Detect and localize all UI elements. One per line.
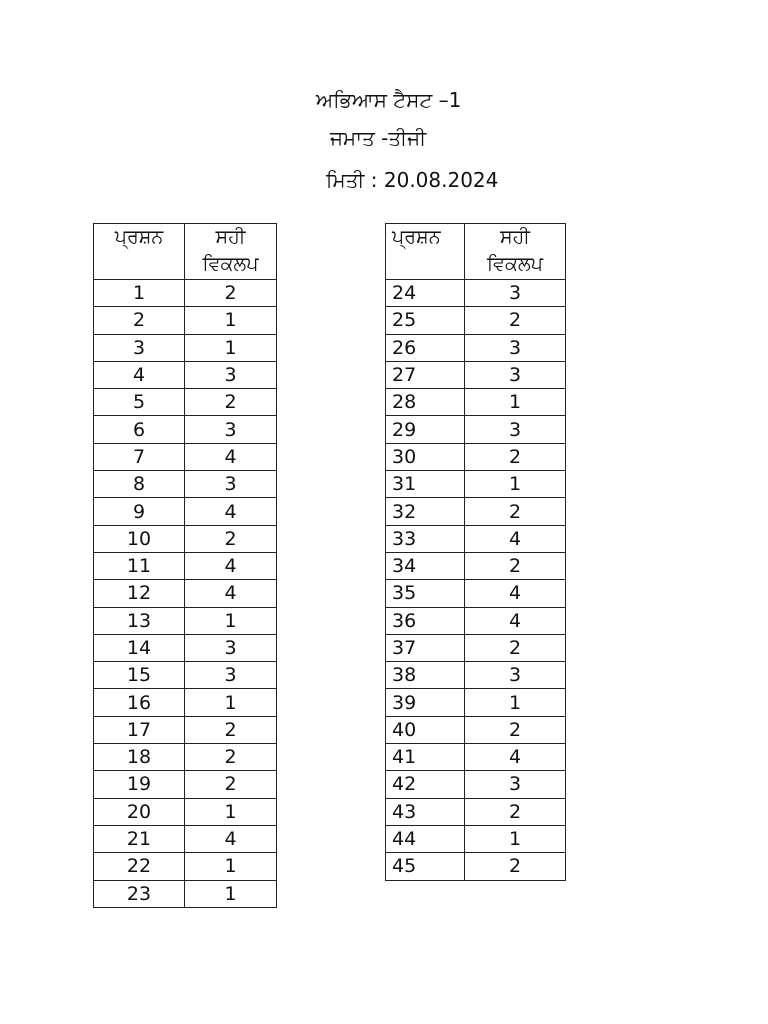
question-number: 36 [386,607,465,634]
correct-option: 1 [465,389,566,416]
correct-option: 1 [185,334,277,361]
question-header-label: ਪ੍ਰਸ਼ਨ [114,226,164,248]
question-number: 7 [94,443,185,470]
question-header-label: ਪ੍ਰਸ਼ਨ [392,226,441,248]
question-number: 45 [386,853,465,880]
table-row [386,307,566,334]
table-row [94,634,277,661]
question-column-header [94,224,185,280]
class-label: ਜਮਾਤ -ਤੀਜੀ [330,126,427,150]
date-label: ਮਿਤੀ : 20.08.2024 [326,168,499,192]
answer-column-header [465,224,566,280]
correct-option: 2 [185,525,277,552]
question-number: 11 [94,552,185,579]
question-number: 26 [386,334,465,361]
table-row [94,607,277,634]
question-number: 38 [386,662,465,689]
table-row [386,634,566,661]
table-row [386,662,566,689]
correct-option: 3 [185,634,277,661]
correct-option: 2 [465,853,566,880]
correct-option: 2 [185,389,277,416]
question-number: 35 [386,580,465,607]
question-number: 18 [94,744,185,771]
table-row [386,716,566,743]
correct-option: 2 [465,552,566,579]
table-row [386,552,566,579]
correct-option: 3 [465,334,566,361]
question-number: 4 [94,361,185,388]
table-row [386,498,566,525]
question-number: 6 [94,416,185,443]
question-number: 13 [94,607,185,634]
correct-option: 1 [185,607,277,634]
question-number: 23 [94,880,185,907]
question-number: 20 [94,798,185,825]
table-row [386,416,566,443]
table-row [94,471,277,498]
correct-option: 1 [465,825,566,852]
question-number: 37 [386,634,465,661]
correct-option: 2 [465,307,566,334]
correct-option: 3 [185,662,277,689]
table-row [386,771,566,798]
question-number: 40 [386,716,465,743]
table-row [386,607,566,634]
question-number: 12 [94,580,185,607]
correct-option: 2 [185,280,277,307]
question-number: 21 [94,825,185,852]
correct-option: 4 [465,525,566,552]
question-number: 30 [386,443,465,470]
correct-option: 4 [465,744,566,771]
question-number: 27 [386,361,465,388]
table-row [386,798,566,825]
table-row [94,334,277,361]
question-number: 22 [94,853,185,880]
table-row [94,689,277,716]
answer-header-line1: ਸਹੀ [499,226,531,248]
correct-option: 2 [185,716,277,743]
question-number: 31 [386,471,465,498]
question-number: 14 [94,634,185,661]
correct-option: 4 [185,552,277,579]
table-row [386,744,566,771]
table-row [386,334,566,361]
correct-option: 1 [465,471,566,498]
table-row [386,361,566,388]
correct-option: 2 [465,443,566,470]
table-row [94,798,277,825]
correct-option: 2 [465,498,566,525]
table-row [94,280,277,307]
question-number: 33 [386,525,465,552]
correct-option: 1 [185,798,277,825]
correct-option: 3 [465,771,566,798]
question-number: 34 [386,552,465,579]
correct-option: 4 [185,443,277,470]
table-row [386,689,566,716]
correct-option: 1 [465,689,566,716]
table-row [94,880,277,907]
page-title: ਅਭਿਆਸ ਟੈਸਟ –1 [316,88,462,112]
correct-option: 1 [185,853,277,880]
question-number: 39 [386,689,465,716]
question-number: 2 [94,307,185,334]
correct-option: 3 [185,471,277,498]
correct-option: 3 [465,280,566,307]
question-number: 28 [386,389,465,416]
table-row [94,443,277,470]
table-header-row [386,224,566,280]
correct-option: 2 [465,716,566,743]
correct-option: 2 [465,634,566,661]
question-number: 43 [386,798,465,825]
table-row [94,498,277,525]
question-number: 10 [94,525,185,552]
correct-option: 3 [185,416,277,443]
table-row [94,853,277,880]
table-row [386,280,566,307]
question-number: 42 [386,771,465,798]
table-row [94,552,277,579]
table-row [94,307,277,334]
answer-column-header [185,224,277,280]
answer-header-line2: ਵਿਕਲਪ [202,253,259,275]
correct-option: 3 [185,361,277,388]
correct-option: 4 [465,607,566,634]
table-row [386,471,566,498]
table-row [94,389,277,416]
question-number: 1 [94,280,185,307]
correct-option: 1 [185,689,277,716]
correct-option: 3 [465,662,566,689]
question-number: 24 [386,280,465,307]
table-row [94,580,277,607]
table-row [94,716,277,743]
question-number: 9 [94,498,185,525]
question-number: 16 [94,689,185,716]
question-number: 29 [386,416,465,443]
correct-option: 1 [185,880,277,907]
question-number: 44 [386,825,465,852]
correct-option: 3 [465,361,566,388]
correct-option: 3 [465,416,566,443]
table-row [386,825,566,852]
table-row [386,580,566,607]
table-row [94,525,277,552]
correct-option: 4 [185,580,277,607]
correct-option: 2 [185,771,277,798]
answer-header-line1: ਸਹੀ [215,226,246,248]
question-number: 5 [94,389,185,416]
question-number: 8 [94,471,185,498]
table-row [94,825,277,852]
answer-header-line2: ਵਿਕਲਪ [486,253,544,275]
table-row [94,662,277,689]
table-row [386,525,566,552]
answer-table-left [93,223,277,908]
correct-option: 1 [185,307,277,334]
table-row [94,771,277,798]
table-row [94,744,277,771]
table-row [386,443,566,470]
table-row [386,389,566,416]
question-number: 25 [386,307,465,334]
question-number: 17 [94,716,185,743]
correct-option: 4 [185,825,277,852]
table-row [386,853,566,880]
correct-option: 4 [465,580,566,607]
answer-table-right [385,223,566,881]
question-number: 32 [386,498,465,525]
table-row [94,416,277,443]
table-header-row [94,224,277,280]
correct-option: 2 [185,744,277,771]
question-column-header [386,224,465,280]
correct-option: 4 [185,498,277,525]
table-row [94,361,277,388]
question-number: 3 [94,334,185,361]
question-number: 41 [386,744,465,771]
question-number: 15 [94,662,185,689]
correct-option: 2 [465,798,566,825]
question-number: 19 [94,771,185,798]
